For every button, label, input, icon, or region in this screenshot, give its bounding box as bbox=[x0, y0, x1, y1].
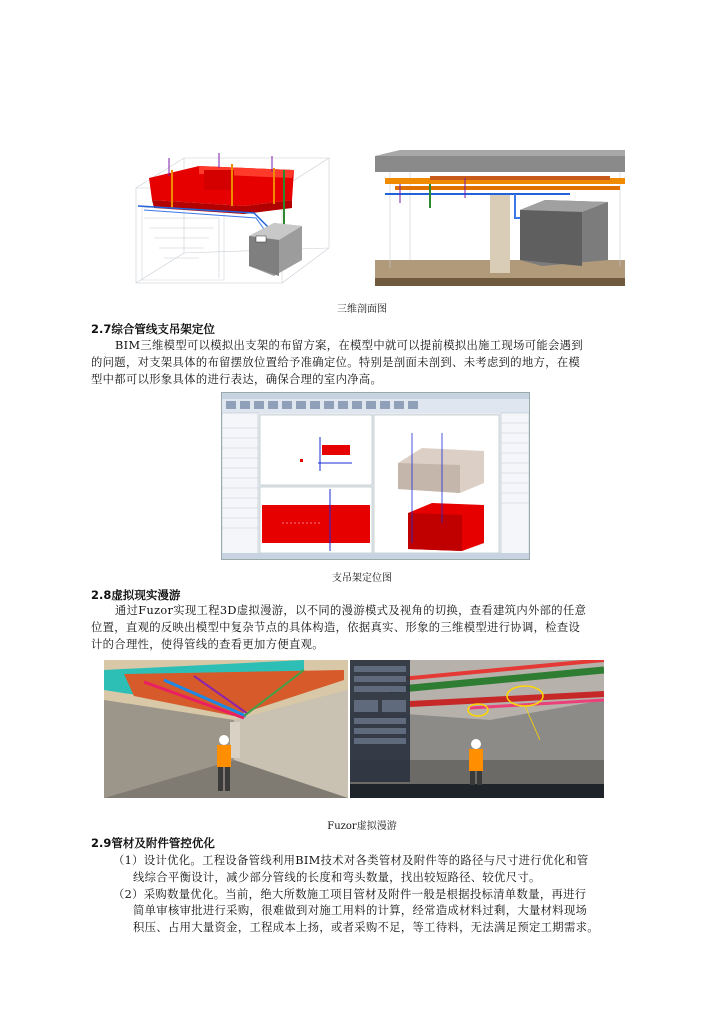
paragraph-line: 位置，直观的反映出模型中复杂节点的具体构造，依据真实、形象的三维模型进行协调，检查设 bbox=[91, 620, 581, 634]
paragraph-line: 计的合理性，使得管线的查看更加方便直观。 bbox=[91, 637, 324, 651]
paragraph-line: BIM三维模型可以模拟出支架的布留方案，在模型中就可以提前模拟出施工现场可能会遇到 bbox=[115, 339, 583, 352]
list-item-text: 设计优化。工程设备管线利用BIM技术对各类管材及附件等的路径与尺寸进行优化和管 bbox=[143, 854, 589, 867]
hanger-positioning-screenshot bbox=[221, 392, 530, 560]
list-item-continuation: 积压、占用大量资金，工程成本上扬，或者采购不足，等工待料，无法满足预定工期需求。 bbox=[133, 921, 599, 935]
walkthrough-render-left bbox=[104, 660, 348, 798]
paragraph-line: 的问题，对支架具体的布留摆放位置给予准确定位。特别是剖面未剖到、未考虑到的地方，在模 bbox=[91, 355, 581, 369]
section-heading: 2.9管材及附件管控优化 bbox=[91, 836, 215, 850]
list-item bbox=[113, 853, 653, 870]
list-item-continuation: 线综合平衡设计，减少部分管线的长度和弯头数量，找出较短路径、较优尺寸。 bbox=[133, 870, 541, 884]
section-heading: 2.8虚拟现实漫游 bbox=[91, 588, 181, 602]
section-render-left bbox=[124, 148, 334, 288]
list-number: （2） bbox=[113, 887, 144, 901]
section-paragraph bbox=[91, 603, 651, 653]
figure-caption: 三维剖面图 bbox=[337, 304, 387, 315]
section-render-right bbox=[370, 148, 628, 288]
paragraph-line: 型中都可以形象具体的进行表达，确保合理的室内净高。 bbox=[91, 372, 383, 386]
list-item-text: 采购数量优化。当前，绝大所数施工项目管材及附件一般是根据投标清单数量，再进行 bbox=[143, 887, 587, 901]
section-paragraph bbox=[91, 338, 651, 388]
figure-caption: Fuzor虚拟漫游 bbox=[327, 821, 397, 832]
list-item-continuation: 简单审核审批进行采购，很难做到对施工用料的计算，经常造成材料过剩，大量材料现场 bbox=[133, 904, 588, 918]
figure-caption: 支吊架定位图 bbox=[332, 573, 392, 584]
numbered-list bbox=[113, 853, 653, 937]
list-item bbox=[113, 887, 653, 904]
section-heading: 2.7综合管线支吊架定位 bbox=[91, 322, 215, 336]
list-number: （1） bbox=[113, 854, 144, 867]
walkthrough-render-right bbox=[350, 660, 604, 798]
paragraph-line: 通过Fuzor实现工程3D虚拟漫游，以不同的漫游模式及视角的切换，查看建筑内外部的任意 bbox=[115, 604, 587, 617]
